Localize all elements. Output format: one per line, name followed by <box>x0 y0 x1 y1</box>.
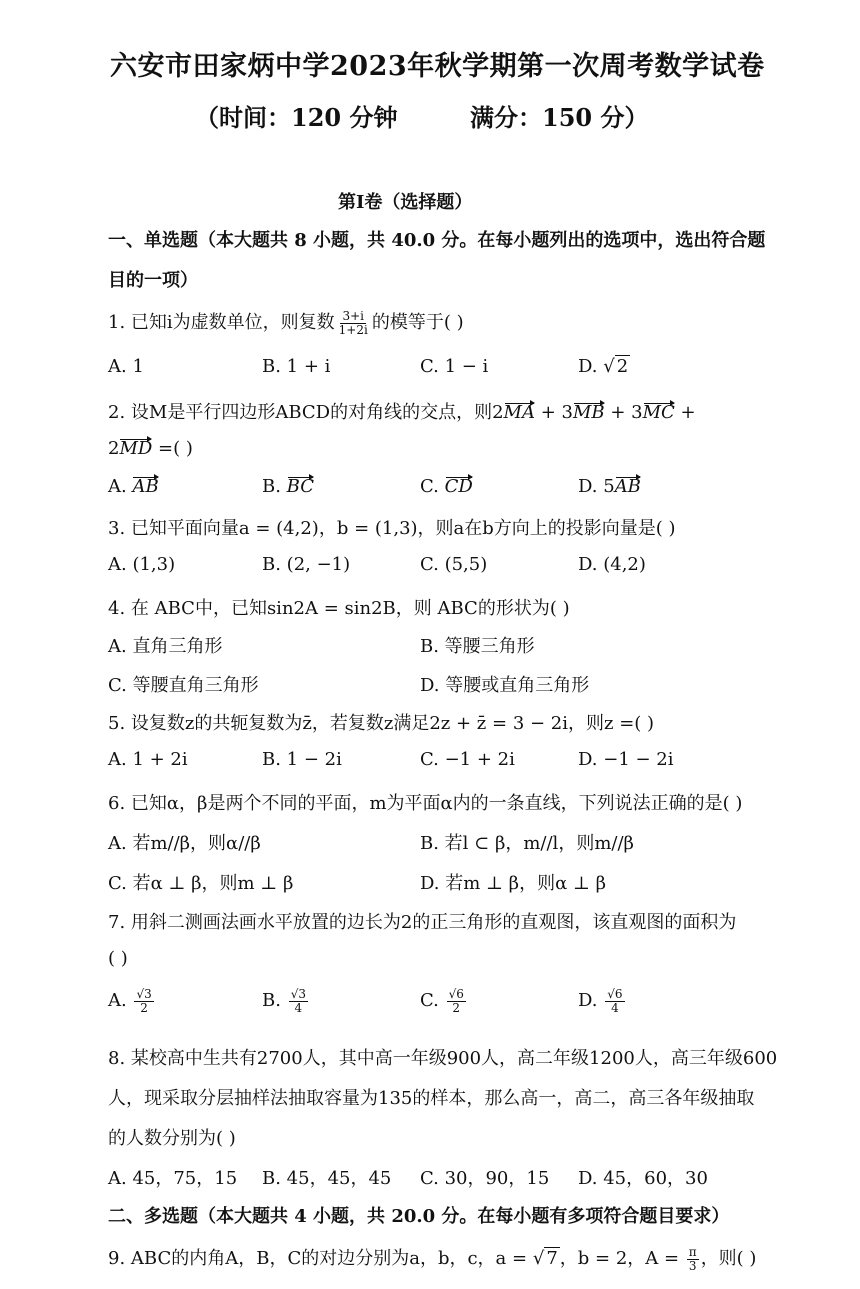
q1-frac-num: 3+i <box>342 308 364 323</box>
question-6: 6. 已知α，β是两个不同的平面，m为平面α内的一条直线，下列说法正确的是( ) <box>108 793 743 814</box>
q4-option-c[interactable]: C. 等腰直角三角形 <box>108 675 259 696</box>
score-label: 满分：150 分） <box>470 103 649 132</box>
part1-title: 第I卷（选择题） <box>338 192 473 213</box>
q7-option-c-fraction <box>447 988 466 1014</box>
q7-a-num: √3 <box>136 987 152 1001</box>
q5-option-b[interactable]: B. 1 − 2i <box>262 749 342 770</box>
question-1 <box>108 308 464 336</box>
q7-option-b-fraction <box>289 988 308 1014</box>
exam-title: 六安市田家炳中学2023年秋学期第一次周考数学试卷 <box>110 51 765 82</box>
q4-option-b[interactable]: B. 等腰三角形 <box>420 636 535 657</box>
q7-option-c-label: C. <box>420 990 439 1012</box>
q9-text-pre: 9. ABC的内角A，B，C的对边分别为a，b，c，a = <box>108 1248 533 1269</box>
q2-option-b[interactable] <box>262 476 314 497</box>
q2-option-a-vector: AB <box>132 476 159 497</box>
q3-option-d[interactable]: D. (4,2) <box>578 554 646 575</box>
q2-plus1: + 3 <box>534 402 573 423</box>
section2-heading: 二、多选题（本大题共 4 小题，共 20.0 分。在每小题有多项符合题目要求） <box>108 1206 730 1227</box>
q7-option-a-label: A. <box>108 990 127 1012</box>
q2-option-d[interactable] <box>578 476 641 497</box>
q2-option-c-vector: CD <box>444 476 473 497</box>
q1-option-a[interactable]: A. 1 <box>108 356 144 377</box>
q2-line2-pre: 2 <box>108 438 120 459</box>
q2-option-a-label: A. <box>108 476 133 497</box>
q8-option-d[interactable]: D. 45，60，30 <box>578 1168 708 1189</box>
q7-option-a[interactable] <box>108 988 156 1014</box>
q7-option-d-fraction <box>605 988 624 1014</box>
time-label: （时间：120 分钟 <box>195 103 398 132</box>
q1-option-b[interactable]: B. 1 + i <box>262 356 331 377</box>
q7-c-num: √6 <box>448 987 464 1001</box>
q8-option-c[interactable]: C. 30，90，15 <box>420 1168 550 1189</box>
q7-option-c[interactable] <box>420 988 468 1014</box>
question-8-line2: 人，现采取分层抽样法抽取容量为135的样本，那么高一，高二，高三各年级抽取 <box>108 1088 755 1109</box>
q2-option-d-label: D. 5 <box>578 476 615 497</box>
q7-option-a-fraction <box>134 988 153 1014</box>
question-5: 5. 设复数z的共轭复数为z̄，若复数z满足2z + z̄ = 3 − 2i，则z =( ) <box>108 713 655 734</box>
q6-option-c[interactable]: C. 若α ⊥ β，则m ⊥ β <box>108 873 294 894</box>
q5-option-d[interactable]: D. −1 − 2i <box>578 749 674 770</box>
q9-fraction <box>687 1246 699 1272</box>
question-8-line3: 的人数分别为( ) <box>108 1128 236 1149</box>
q1-fraction <box>337 310 370 336</box>
q1-text-pre: 1. 已知i为虚数单位，则复数 <box>108 312 335 333</box>
q7-option-b[interactable] <box>262 988 310 1014</box>
question-4: 4. 在 ABC中，已知sin2A = sin2B，则 ABC的形状为( ) <box>108 598 570 619</box>
q2-vector-mb: MB <box>572 402 605 423</box>
q7-c-den: 2 <box>452 1000 461 1015</box>
q9-radicand: 7 <box>546 1248 558 1269</box>
q2-option-b-vector: BC <box>286 476 315 497</box>
q6-option-b[interactable]: B. 若l ⊂ β，m//l，则m//β <box>420 833 634 854</box>
q2-option-a[interactable] <box>108 476 159 497</box>
question-9 <box>108 1244 756 1272</box>
q2-option-d-vector: AB <box>614 476 641 497</box>
q5-option-a[interactable]: A. 1 + 2i <box>108 749 188 770</box>
q1-frac-den: 1+2i <box>338 322 368 337</box>
q2-vector-md: MD <box>119 438 153 459</box>
question-7-line1: 7. 用斜二测画法画水平放置的边长为2的正三角形的直观图，该直观图的面积为 <box>108 912 737 933</box>
q2-vector-ma: MA <box>503 402 535 423</box>
q7-option-b-label: B. <box>262 990 281 1012</box>
q9-text-post: ，则( ) <box>700 1248 757 1269</box>
q2-option-b-label: B. <box>262 476 287 497</box>
q9-sqrt: √ 7 <box>532 1248 558 1269</box>
q7-a-den: 2 <box>140 1000 148 1015</box>
q2-option-c-label: C. <box>420 476 445 497</box>
q7-option-d[interactable] <box>578 988 627 1014</box>
q1-option-d-radicand: 2 <box>616 356 629 377</box>
question-3: 3. 已知平面向量a = (4,2)，b = (1,3)，则a在b方向上的投影向量是( ) <box>108 518 676 539</box>
q1-text-post: 的模等于( ) <box>371 312 464 333</box>
section1-heading-line1: 一、单选题（本大题共 8 小题，共 40.0 分。在每小题列出的选项中，选出符合题 <box>108 230 766 251</box>
q8-option-b[interactable]: B. 45，45，45 <box>262 1168 392 1189</box>
q7-d-den: 4 <box>611 1000 619 1015</box>
q2-plus2: + 3 <box>604 402 643 423</box>
q7-b-num: √3 <box>290 987 306 1001</box>
q5-option-c[interactable]: C. −1 + 2i <box>420 749 515 770</box>
q3-option-a[interactable]: A. (1,3) <box>108 554 176 575</box>
q2-vector-mc: MC <box>642 402 675 423</box>
q7-d-num: √6 <box>607 987 623 1001</box>
q1-option-d-sqrt: √ 2 <box>603 356 629 377</box>
q2-line2-post: =( ) <box>152 438 193 459</box>
q9-text-mid: ，b = 2，A = <box>559 1248 685 1269</box>
q1-option-c[interactable]: C. 1 − i <box>420 356 489 377</box>
q3-option-b[interactable]: B. (2, −1) <box>262 554 351 575</box>
q7-b-den: 4 <box>294 1000 303 1015</box>
question-2 <box>108 398 696 424</box>
q2-plus3: + <box>674 402 696 423</box>
q2-option-c[interactable] <box>420 476 473 497</box>
q8-option-a[interactable]: A. 45，75，15 <box>108 1168 238 1189</box>
q6-option-d[interactable]: D. 若m ⊥ β，则α ⊥ β <box>420 873 607 894</box>
q2-text-pre: 2. 设M是平行四边形ABCD的对角线的交点，则2 <box>108 402 504 423</box>
q1-option-d[interactable] <box>578 356 630 377</box>
q4-option-d[interactable]: D. 等腰或直角三角形 <box>420 675 590 696</box>
q3-option-c[interactable]: C. (5,5) <box>420 554 488 575</box>
question-2-line2 <box>108 438 193 459</box>
question-8-line1: 8. 某校高中生共有2700人，其中高一年级900人，高二年级1200人，高三年级600 <box>108 1048 778 1069</box>
q9-frac-num: π <box>688 1244 697 1259</box>
q9-frac-den: 3 <box>688 1258 697 1273</box>
q7-option-d-label: D. <box>578 990 598 1012</box>
question-7-line2: ( ) <box>108 948 128 969</box>
q4-option-a[interactable]: A. 直角三角形 <box>108 636 223 657</box>
q1-option-d-label: D. <box>578 356 604 377</box>
q6-option-a[interactable]: A. 若m//β，则α//β <box>108 833 261 854</box>
section1-heading-line2: 目的一项） <box>108 270 198 291</box>
